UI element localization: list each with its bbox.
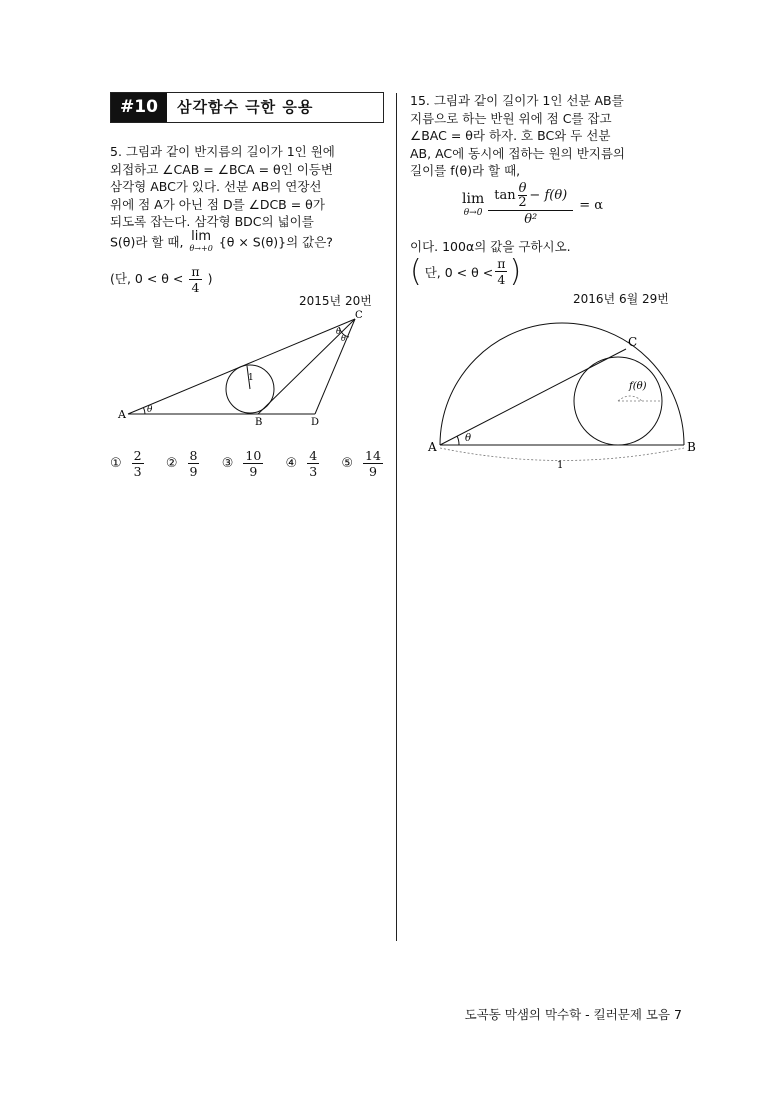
choice-1-fraction (132, 448, 144, 479)
label-A-15: A (428, 440, 437, 454)
problem-15-line-5: 길이를 f(θ)라 할 때, (410, 163, 521, 178)
choice-5-num: 14 (365, 448, 381, 463)
choice-3-fraction (243, 448, 263, 479)
label-C-15: C (628, 335, 638, 349)
problem-5-line-3: 삼각형 ABC가 있다. 선분 AB의 연장선 (110, 179, 322, 194)
problem-15-figure (425, 305, 715, 475)
angle-arc-BAC (457, 436, 459, 445)
problem-15-line-2: 지름으로 하는 반원 위에 점 C를 잡고 (410, 110, 612, 126)
problem-5-figure (115, 308, 385, 428)
problem-5-line-5: 되도록 잡는다. 삼각형 BDC의 넓이를 (110, 214, 314, 229)
condition-denominator: 4 (191, 280, 200, 295)
condition-paren-open: ( (410, 253, 422, 289)
formula-limit (462, 192, 484, 220)
label-theta-C2: θ (341, 334, 346, 343)
choice-4-mark: ④ (285, 456, 298, 471)
choice-2[interactable] (166, 448, 202, 479)
choice-3[interactable] (222, 448, 266, 479)
condition-prefix: (단, 0 < θ < (110, 271, 184, 286)
condition-denominator-15: 4 (497, 272, 506, 287)
problem-5-line-1: 5. 그림과 같이 반지름의 길이가 1인 원에 (110, 144, 335, 159)
formula-minus-f: − f(θ) (529, 188, 568, 203)
choice-2-mark: ② (165, 456, 178, 471)
choice-2-fraction (188, 448, 200, 479)
condition-fraction-15 (495, 256, 507, 287)
choice-5-fraction (363, 448, 383, 479)
label-B-15: B (687, 440, 696, 454)
formula-half-angle (518, 182, 528, 209)
choice-2-num: 8 (189, 448, 198, 463)
problem-5-line-6-expr: {θ × S(θ)}의 값은? (218, 234, 333, 249)
label-one: 1 (557, 460, 564, 471)
problem-5-line-4: 위에 점 A가 아닌 점 D를 ∠DCB = θ가 (110, 196, 325, 212)
choice-4[interactable] (286, 448, 322, 479)
problem-15-text (410, 92, 682, 180)
choice-1-num: 2 (133, 448, 142, 463)
condition-prefix-15: 단, 0 < θ < (424, 264, 494, 280)
formula-denominator: θ² (524, 212, 538, 227)
label-A: A (118, 408, 126, 421)
label-D: D (311, 417, 320, 428)
formula-lim-word: lim (462, 190, 485, 207)
choice-2-den: 9 (189, 464, 198, 479)
problem-5-source: 2015년 20번 (299, 294, 372, 308)
problem-15-line-4: AB, AC에 동시에 접하는 원의 반지름의 (410, 145, 626, 161)
limit-subscript: θ→+0 (189, 243, 213, 253)
section-number: #10 (111, 93, 167, 122)
choice-5[interactable] (341, 448, 385, 479)
problem-5-line-6-prefix: S(θ)라 할 때, (110, 234, 184, 249)
label-theta-A: θ (147, 405, 153, 415)
problem-15-condition (410, 253, 522, 289)
choice-3-den: 9 (249, 464, 258, 479)
problem-15-source: 2016년 6월 29번 (573, 292, 669, 306)
formula-rhs: = α (579, 198, 604, 213)
section-title: 삼각함수 극한 응용 (177, 98, 314, 116)
formula-half-den: 2 (518, 195, 527, 210)
choice-1-den: 3 (133, 464, 142, 479)
choice-1[interactable] (110, 448, 146, 479)
limit-formula (462, 182, 603, 229)
formula-half-num: θ (518, 181, 527, 196)
choice-4-num: 4 (309, 448, 318, 463)
chord-AC (440, 349, 626, 445)
answer-choices (110, 448, 385, 479)
formula-lim-sub: θ→0 (463, 207, 483, 218)
choice-1-mark: ① (110, 456, 122, 471)
problem-5-condition (110, 264, 212, 295)
label-f-theta: f(θ) (629, 381, 647, 392)
problem-15-line-3: ∠BAC = θ라 하자. 호 BC와 두 선분 (410, 128, 611, 143)
label-theta-15: θ (465, 433, 472, 444)
length-brace (440, 448, 684, 461)
label-radius: 1 (248, 373, 254, 383)
problem-5-line-2: 외접하고 ∠CAB = ∠BCA = θ인 이등변 (110, 161, 333, 177)
choice-5-mark: ⑤ (341, 456, 354, 471)
limit-notation (189, 228, 213, 255)
condition-paren-close: ) (509, 253, 522, 289)
column-divider (396, 93, 397, 941)
problem-5-line-6 (110, 228, 384, 255)
semicircle-arc (440, 323, 684, 445)
formula-fraction (488, 182, 573, 229)
problem-5-text (110, 143, 384, 255)
radius-brace (618, 396, 642, 401)
choice-4-den: 3 (309, 464, 318, 479)
section-header (110, 92, 384, 123)
label-B: B (255, 417, 263, 428)
formula-numerator (488, 182, 573, 211)
label-theta-C1: θ (336, 327, 341, 336)
choice-3-num: 10 (245, 448, 262, 463)
condition-fraction (189, 264, 201, 295)
choice-3-mark: ③ (221, 456, 234, 471)
page-footer: 도곡동 막샘의 막수학 - 킬러문제 모음 7 (464, 1007, 682, 1022)
choice-4-fraction (307, 448, 319, 479)
problem-15-tail: 이다. 100α의 값을 구하시오. (410, 239, 571, 254)
angle-arc-A (144, 408, 146, 414)
condition-numerator-15: π (497, 256, 506, 271)
condition-suffix: ) (207, 271, 213, 286)
choice-5-den: 9 (369, 464, 377, 479)
limit-word: lim (191, 228, 212, 244)
condition-numerator: π (191, 264, 200, 279)
formula-tan: tan (494, 188, 516, 203)
label-C: C (355, 310, 363, 321)
problem-15-line-1: 15. 그림과 같이 길이가 1인 선분 AB를 (410, 93, 624, 108)
